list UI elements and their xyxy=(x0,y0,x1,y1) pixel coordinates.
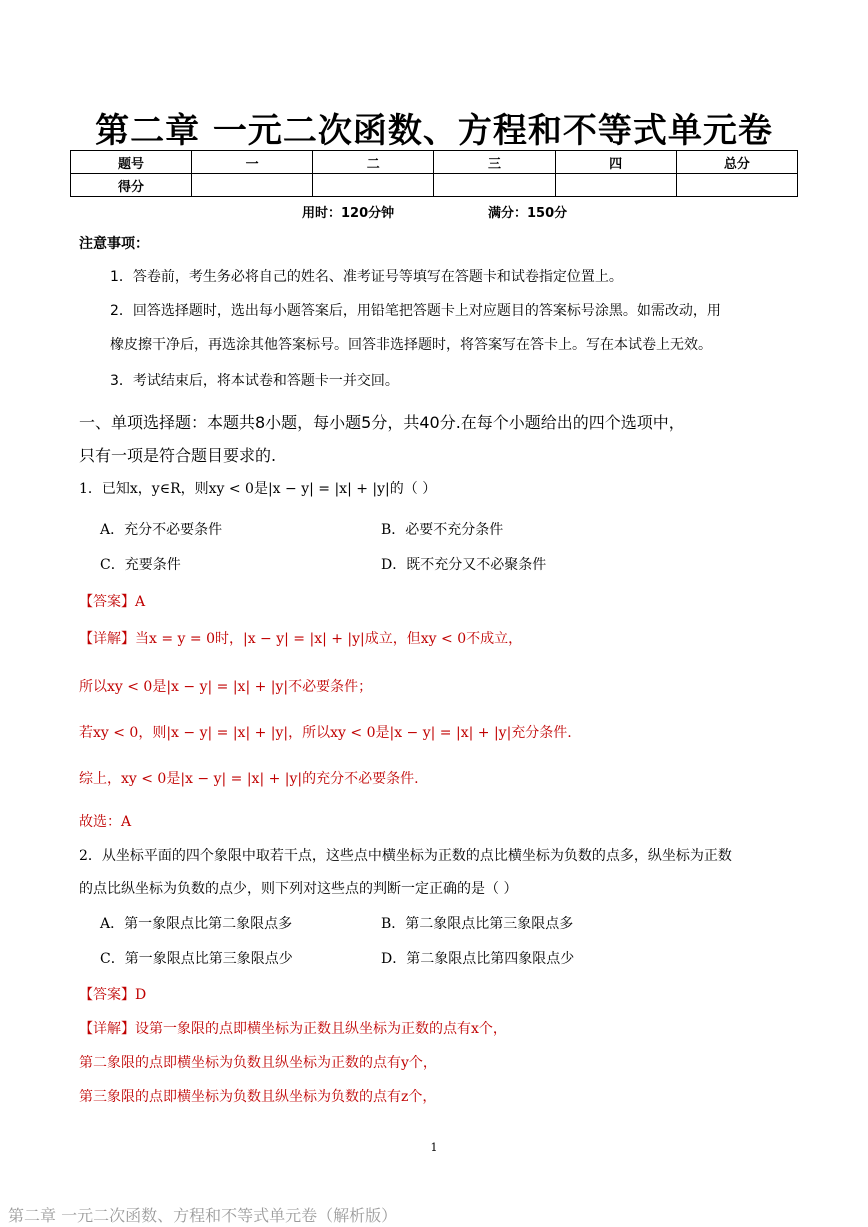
page-title: 第二章 一元二次函数、方程和不等式单元卷 xyxy=(95,111,773,151)
q2-option-b: B．第二象限点比第三象限点多 xyxy=(381,916,574,932)
table-row xyxy=(71,174,798,197)
q1-option-d: D．既不充分又不必聚条件 xyxy=(381,557,547,573)
q1-option-c: C．充要条件 xyxy=(100,557,181,573)
table-cell: 二 xyxy=(313,151,434,174)
question-1-stem: 1．已知x，y∈R，则xy < 0是|x − y| = |x| + |y|的（ ） xyxy=(79,481,437,497)
q2-detail-line: 第三象限的点即横坐标为负数且纵坐标为负数的点有z个， xyxy=(79,1089,437,1105)
note-item: 2．回答选择题时，选出每小题答案后，用铅笔把答题卡上对应题目的答案标号涂黑。如需改动，用 xyxy=(110,303,721,319)
table-cell xyxy=(313,174,434,197)
full-score: 满分：150分 xyxy=(488,206,568,221)
q1-detail-line: 所以xy < 0是|x − y| = |x| + |y|不必要条件； xyxy=(79,679,373,695)
table-cell: 三 xyxy=(434,151,555,174)
question-2-stem: 2．从坐标平面的四个象限中取若干点，这些点中横坐标为正数的点比横坐标为负数的点多，纵坐标为正数 xyxy=(79,848,732,864)
note-item: 3．考试结束后，将本试卷和答题卡一并交回。 xyxy=(110,373,399,389)
page-footer: 第二章 一元二次函数、方程和不等式单元卷（解析版） xyxy=(8,1206,398,1225)
table-cell: 总分 xyxy=(676,151,797,174)
detail-text: 当x = y = 0时，|x − y| = |x| + |y|成立，但xy < 0不成立， xyxy=(135,631,523,647)
section-heading: 一、单项选择题：本题共8小题，每小题5分，共40分.在每个小题给出的四个选项中， xyxy=(79,413,685,432)
table-cell: 得分 xyxy=(71,174,192,197)
q1-detail-line: 故选：A xyxy=(79,814,132,830)
detail-label: 【详解】 xyxy=(79,1021,135,1037)
q1-option-b: B．必要不充分条件 xyxy=(381,522,504,538)
table-row xyxy=(71,151,798,174)
q2-answer: 【答案】D xyxy=(79,987,147,1003)
table-cell xyxy=(555,174,676,197)
q2-option-d: D．第二象限点比第四象限点少 xyxy=(381,951,575,967)
q1-detail-line: 若xy < 0，则|x − y| = |x| + |y|，所以xy < 0是|x − y| = |x| + |y|充分条件. xyxy=(79,725,572,741)
detail-label: 【详解】 xyxy=(79,631,135,647)
q1-detail-line: 综上，xy < 0是|x − y| = |x| + |y|的充分不必要条件. xyxy=(79,771,419,787)
detail-text: 设第一象限的点即横坐标为正数且纵坐标为正数的点有x个， xyxy=(135,1021,507,1037)
q2-option-a: A．第一象限点比第二象限点多 xyxy=(100,916,293,932)
table-cell: 一 xyxy=(192,151,313,174)
question-2-stem-cont: 的点比纵坐标为负数的点少，则下列对这些点的判断一定正确的是（ ） xyxy=(79,881,518,897)
page-number: 1 xyxy=(430,1141,438,1154)
note-item: 1．答卷前，考生务必将自己的姓名、准考证号等填写在答题卡和试卷指定位置上。 xyxy=(110,269,623,285)
table-cell xyxy=(676,174,797,197)
q2-option-c: C．第一象限点比第三象限点少 xyxy=(100,951,293,967)
section-heading-cont: 只有一项是符合题目要求的. xyxy=(79,446,277,465)
table-cell: 四 xyxy=(555,151,676,174)
table-cell: 题号 xyxy=(71,151,192,174)
table-cell xyxy=(192,174,313,197)
time-limit: 用时：120分钟 xyxy=(302,206,395,221)
note-item: 橡皮擦干净后，再选涂其他答案标号。回答非选择题时，将答案写在答卡上。写在本试卷上无效。 xyxy=(110,337,712,353)
q1-option-a: A．充分不必要条件 xyxy=(100,522,223,538)
table-cell xyxy=(434,174,555,197)
q2-detail-line: 第二象限的点即横坐标为负数且纵坐标为正数的点有y个， xyxy=(79,1055,437,1071)
notes-heading: 注意事项： xyxy=(79,236,149,252)
q1-answer: 【答案】A xyxy=(79,594,146,610)
q1-detail-line xyxy=(79,628,522,648)
q2-detail-line xyxy=(79,1018,507,1038)
score-table xyxy=(70,150,798,197)
